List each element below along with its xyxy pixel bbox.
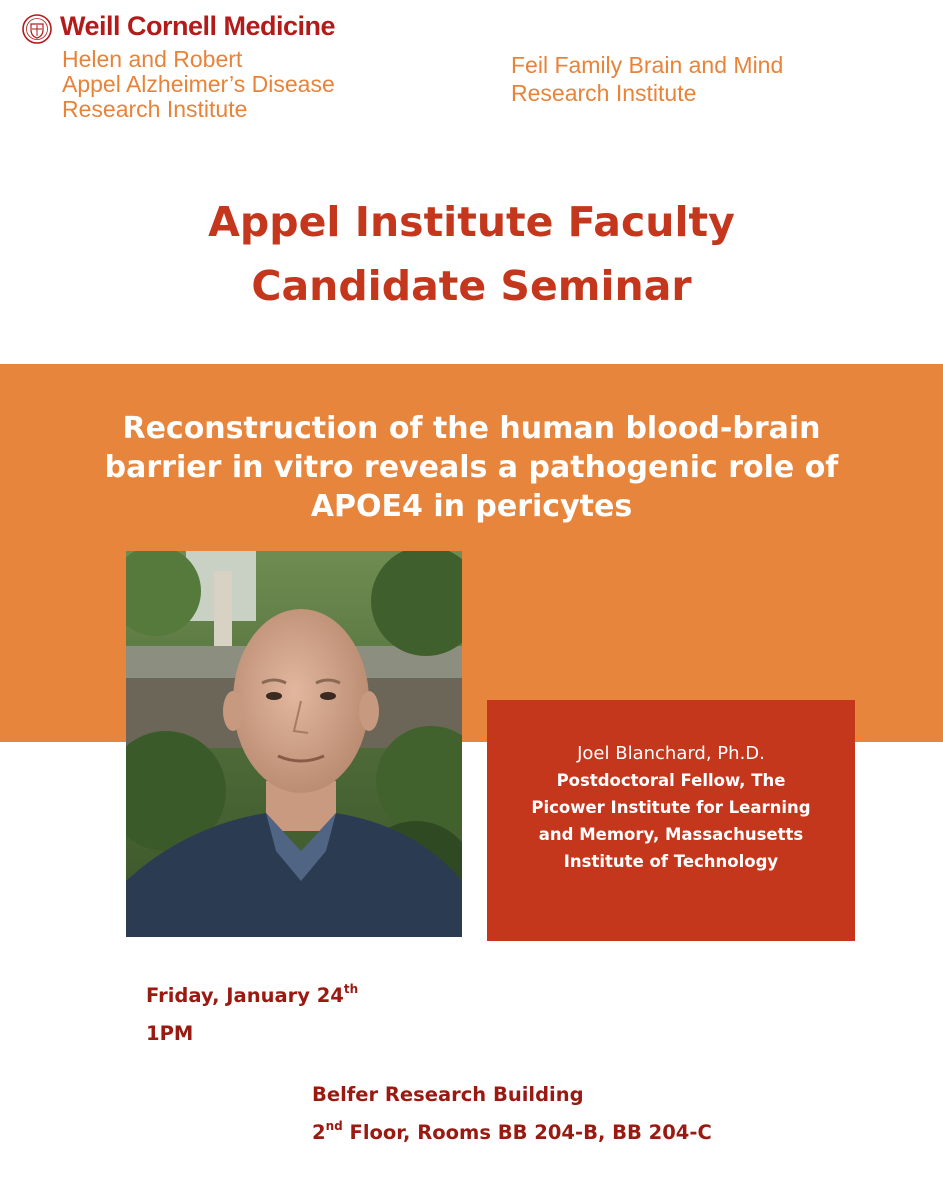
speaker-affiliation-line: Institute of Technology — [563, 852, 779, 871]
event-location — [312, 1076, 712, 1152]
feil-institute-line: Feil Family Brain and Mind — [511, 52, 784, 78]
event-date-suffix: th — [343, 982, 359, 996]
event-building: Belfer Research Building — [312, 1083, 584, 1106]
speaker-affiliation — [487, 767, 855, 875]
event-rooms — [312, 1114, 712, 1152]
appel-institute-line: Appel Alzheimer’s Disease — [62, 71, 335, 97]
cornell-seal-icon — [22, 14, 52, 44]
appel-institute-line: Research Institute — [62, 96, 248, 122]
speaker-name: Joel Blanchard, Ph.D. — [577, 743, 765, 764]
event-time: 1PM — [146, 1022, 194, 1045]
speaker-affiliation-line: Picower Institute for Learning — [531, 798, 811, 817]
event-datetime — [146, 977, 358, 1053]
seminar-title — [0, 190, 943, 318]
event-rooms-text: Floor, Rooms BB 204-B, BB 204-C — [342, 1121, 712, 1144]
event-date-text: Friday, January 24 — [146, 984, 344, 1007]
talk-title-line: APOE4 in pericytes — [310, 489, 633, 524]
appel-institute-line: Helen and Robert — [62, 46, 243, 72]
event-date — [146, 977, 358, 1015]
seminar-title-line: Appel Institute Faculty — [208, 198, 735, 246]
speaker-affiliation-line: Postdoctoral Fellow, The — [556, 771, 786, 790]
speaker-affiliation-line: and Memory, Massachusetts — [538, 825, 804, 844]
seminar-title-line: Candidate Seminar — [251, 262, 692, 310]
speaker-photo — [126, 551, 462, 937]
event-floor-suffix: nd — [325, 1119, 343, 1133]
talk-title-line: barrier in vitro reveals a pathogenic role of — [104, 450, 839, 485]
brand-name: Weill Cornell Medicine — [60, 11, 336, 41]
talk-title — [0, 409, 943, 526]
appel-institute-name — [62, 47, 335, 122]
feil-institute-name — [511, 51, 783, 107]
speaker-info-box — [487, 700, 855, 941]
event-floor-number: 2 — [312, 1121, 326, 1144]
feil-institute-line: Research Institute — [511, 80, 697, 106]
talk-title-line: Reconstruction of the human blood-brain — [122, 411, 821, 446]
